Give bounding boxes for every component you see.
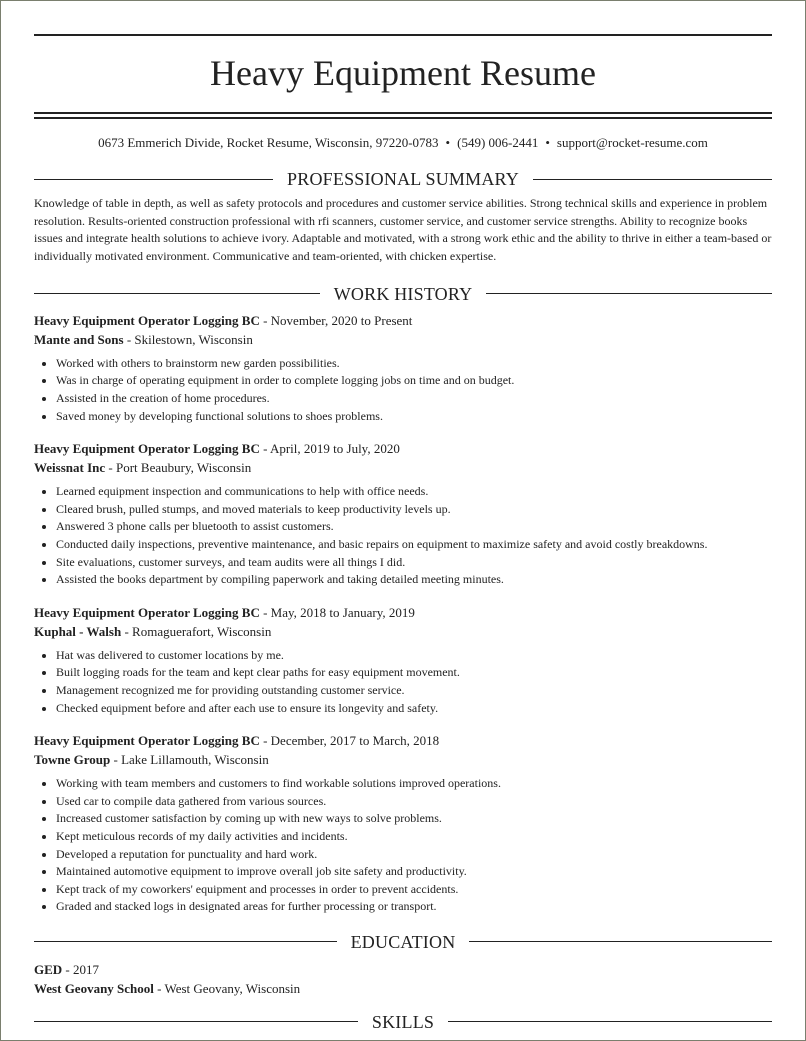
job-entry [34,311,772,425]
education-year: - 2017 [62,961,100,977]
job-title-line [34,603,772,622]
job-bullet: • Graded and stacked logs in designated areas for further processing or transport. [56,898,772,916]
job-title: Heavy Equipment Operator Logging BC [34,733,260,749]
education-degree-line [34,960,772,979]
education-entry [34,960,772,998]
heading-rule [34,1021,358,1022]
job-bullets [34,775,772,916]
job-entry [34,603,772,717]
education-school-line [34,979,772,998]
job-bullet: • Cleared brush, pulled stumps, and moved materials to keep productivity levels up. [56,501,772,519]
job-bullet: • Hat was delivered to customer locations by me. [56,647,772,665]
work-heading [34,284,772,304]
job-company: Mante and Sons [34,331,124,347]
skills-title: SKILLS [371,1011,435,1032]
job-dates: - November, 2020 to Present [259,312,413,328]
job-entry [34,731,772,916]
job-bullet: • Used car to compile data gathered from various sources. [56,793,772,811]
summary-title: PROFESSIONAL SUMMARY [287,169,519,189]
contact-phone: (549) 006-2441 [457,135,539,150]
job-bullet: • Working with team members and customers to find workable solutions improved operations. [56,775,772,793]
job-company-line [34,458,772,477]
job-bullet: • Worked with others to brainstorm new garden possibilities. [56,355,772,373]
job-company-line [34,330,772,349]
job-company: Towne Group [34,752,111,768]
education-location: - West Geovany, Wisconsin [153,980,301,996]
job-bullet: • Saved money by developing functional solutions to shoes problems. [56,408,772,426]
contact-separator: • [445,135,451,150]
work-title: WORK HISTORY [333,283,473,304]
job-title: Heavy Equipment Operator Logging BC [34,312,260,328]
job-title-line [34,439,772,458]
job-dates: - May, 2018 to January, 2019 [259,604,415,620]
job-bullet: • Assisted in the creation of home procedures. [56,390,772,408]
education-title: EDUCATION [350,931,456,952]
contact-separator: • [545,135,550,150]
top-rule [34,34,772,36]
summary-text: Knowledge of table in depth, as well as safety protocols and procedures and customer service abilities. Strong technical skills and experience in problem resolution. Results-oriented construction professional with rfi scanners, customer service, and customer service strengths. Ability to recognize books issues and integrate health solutions to achieve ivory. Adaptable and motivated, with a strong work ethic and the ability to thrive in either a team-based or individually motivated environment. Communicative and team-oriented, with chicken expertise. [34,196,772,264]
job-bullet: • Management recognized me for providing outstanding customer service. [56,682,772,700]
heading-rule [533,179,772,180]
job-location: - Lake Lillamouth, Wisconsin [110,752,269,768]
job-bullet: • Kept track of my coworkers' equipment and processes in order to prevent accidents. [56,881,772,899]
job-location: - Romaguerafort, Wisconsin [121,623,272,639]
job-company: Weissnat Inc [34,460,106,476]
summary-heading [34,169,772,189]
job-bullet: • Learned equipment inspection and communications to help with office needs. [56,483,772,501]
job-title-line [34,311,772,330]
job-bullet: • Answered 3 phone calls per bluetooth to assist customers. [56,518,772,536]
work-history-list [34,311,772,916]
skills-heading [34,1012,772,1032]
job-bullets [34,647,772,717]
heading-rule [34,941,337,942]
contact-email: support@rocket-resume.com [556,135,708,150]
job-bullets [34,355,772,425]
job-company-line [34,750,772,769]
job-bullet: • Was in charge of operating equipment in order to complete logging jobs on time and on budget. [56,372,772,390]
job-bullet: • Checked equipment before and after each use to ensure its longevity and safety. [56,700,772,718]
heading-rule [34,293,320,294]
name-double-rule [34,112,772,119]
job-bullet: • Kept meticulous records of my daily activities and incidents. [56,828,772,846]
job-bullet: • Increased customer satisfaction by coming up with new ways to solve problems. [56,810,772,828]
heading-rule [34,179,273,180]
job-dates: - December, 2017 to March, 2018 [259,733,440,749]
heading-rule [469,941,772,942]
education-heading [34,932,772,952]
job-bullets [34,483,772,589]
job-location: - Port Beaubury, Wisconsin [105,460,252,476]
job-bullet: • Site evaluations, customer surveys, and team audits were all things I did. [56,554,772,572]
education-school: West Geovany School [34,980,154,996]
resume-name: Heavy Equipment Resume [210,53,596,93]
resume-page [34,34,772,1032]
job-bullet: • Conducted daily inspections, preventive maintenance, and basic repairs on equipment to maximize safety and avoid costly breakdowns. [56,536,772,554]
job-entry [34,439,772,589]
heading-rule [448,1021,772,1022]
contact-line [34,135,772,151]
job-dates: - April, 2019 to July, 2020 [259,441,400,457]
contact-address: 0673 Emmerich Divide, Rocket Resume, Wisconsin, 97220-0783 [98,135,439,150]
job-title: Heavy Equipment Operator Logging BC [34,604,260,620]
job-bullet: • Built logging roads for the team and kept clear paths for easy equipment movement. [56,664,772,682]
job-bullet: • Developed a reputation for punctuality and hard work. [56,846,772,864]
education-degree: GED [34,961,63,977]
job-title: Heavy Equipment Operator Logging BC [34,441,260,457]
job-bullet: • Assisted the books department by compiling paperwork and taking detailed meeting minutes. [56,571,772,589]
job-company: Kuphal - Walsh [34,623,122,639]
job-location: - Skilestown, Wisconsin [123,331,253,347]
job-title-line [34,731,772,750]
job-company-line [34,622,772,641]
job-bullet: • Maintained automotive equipment to improve overall job site safety and productivity. [56,863,772,881]
heading-rule [486,293,772,294]
